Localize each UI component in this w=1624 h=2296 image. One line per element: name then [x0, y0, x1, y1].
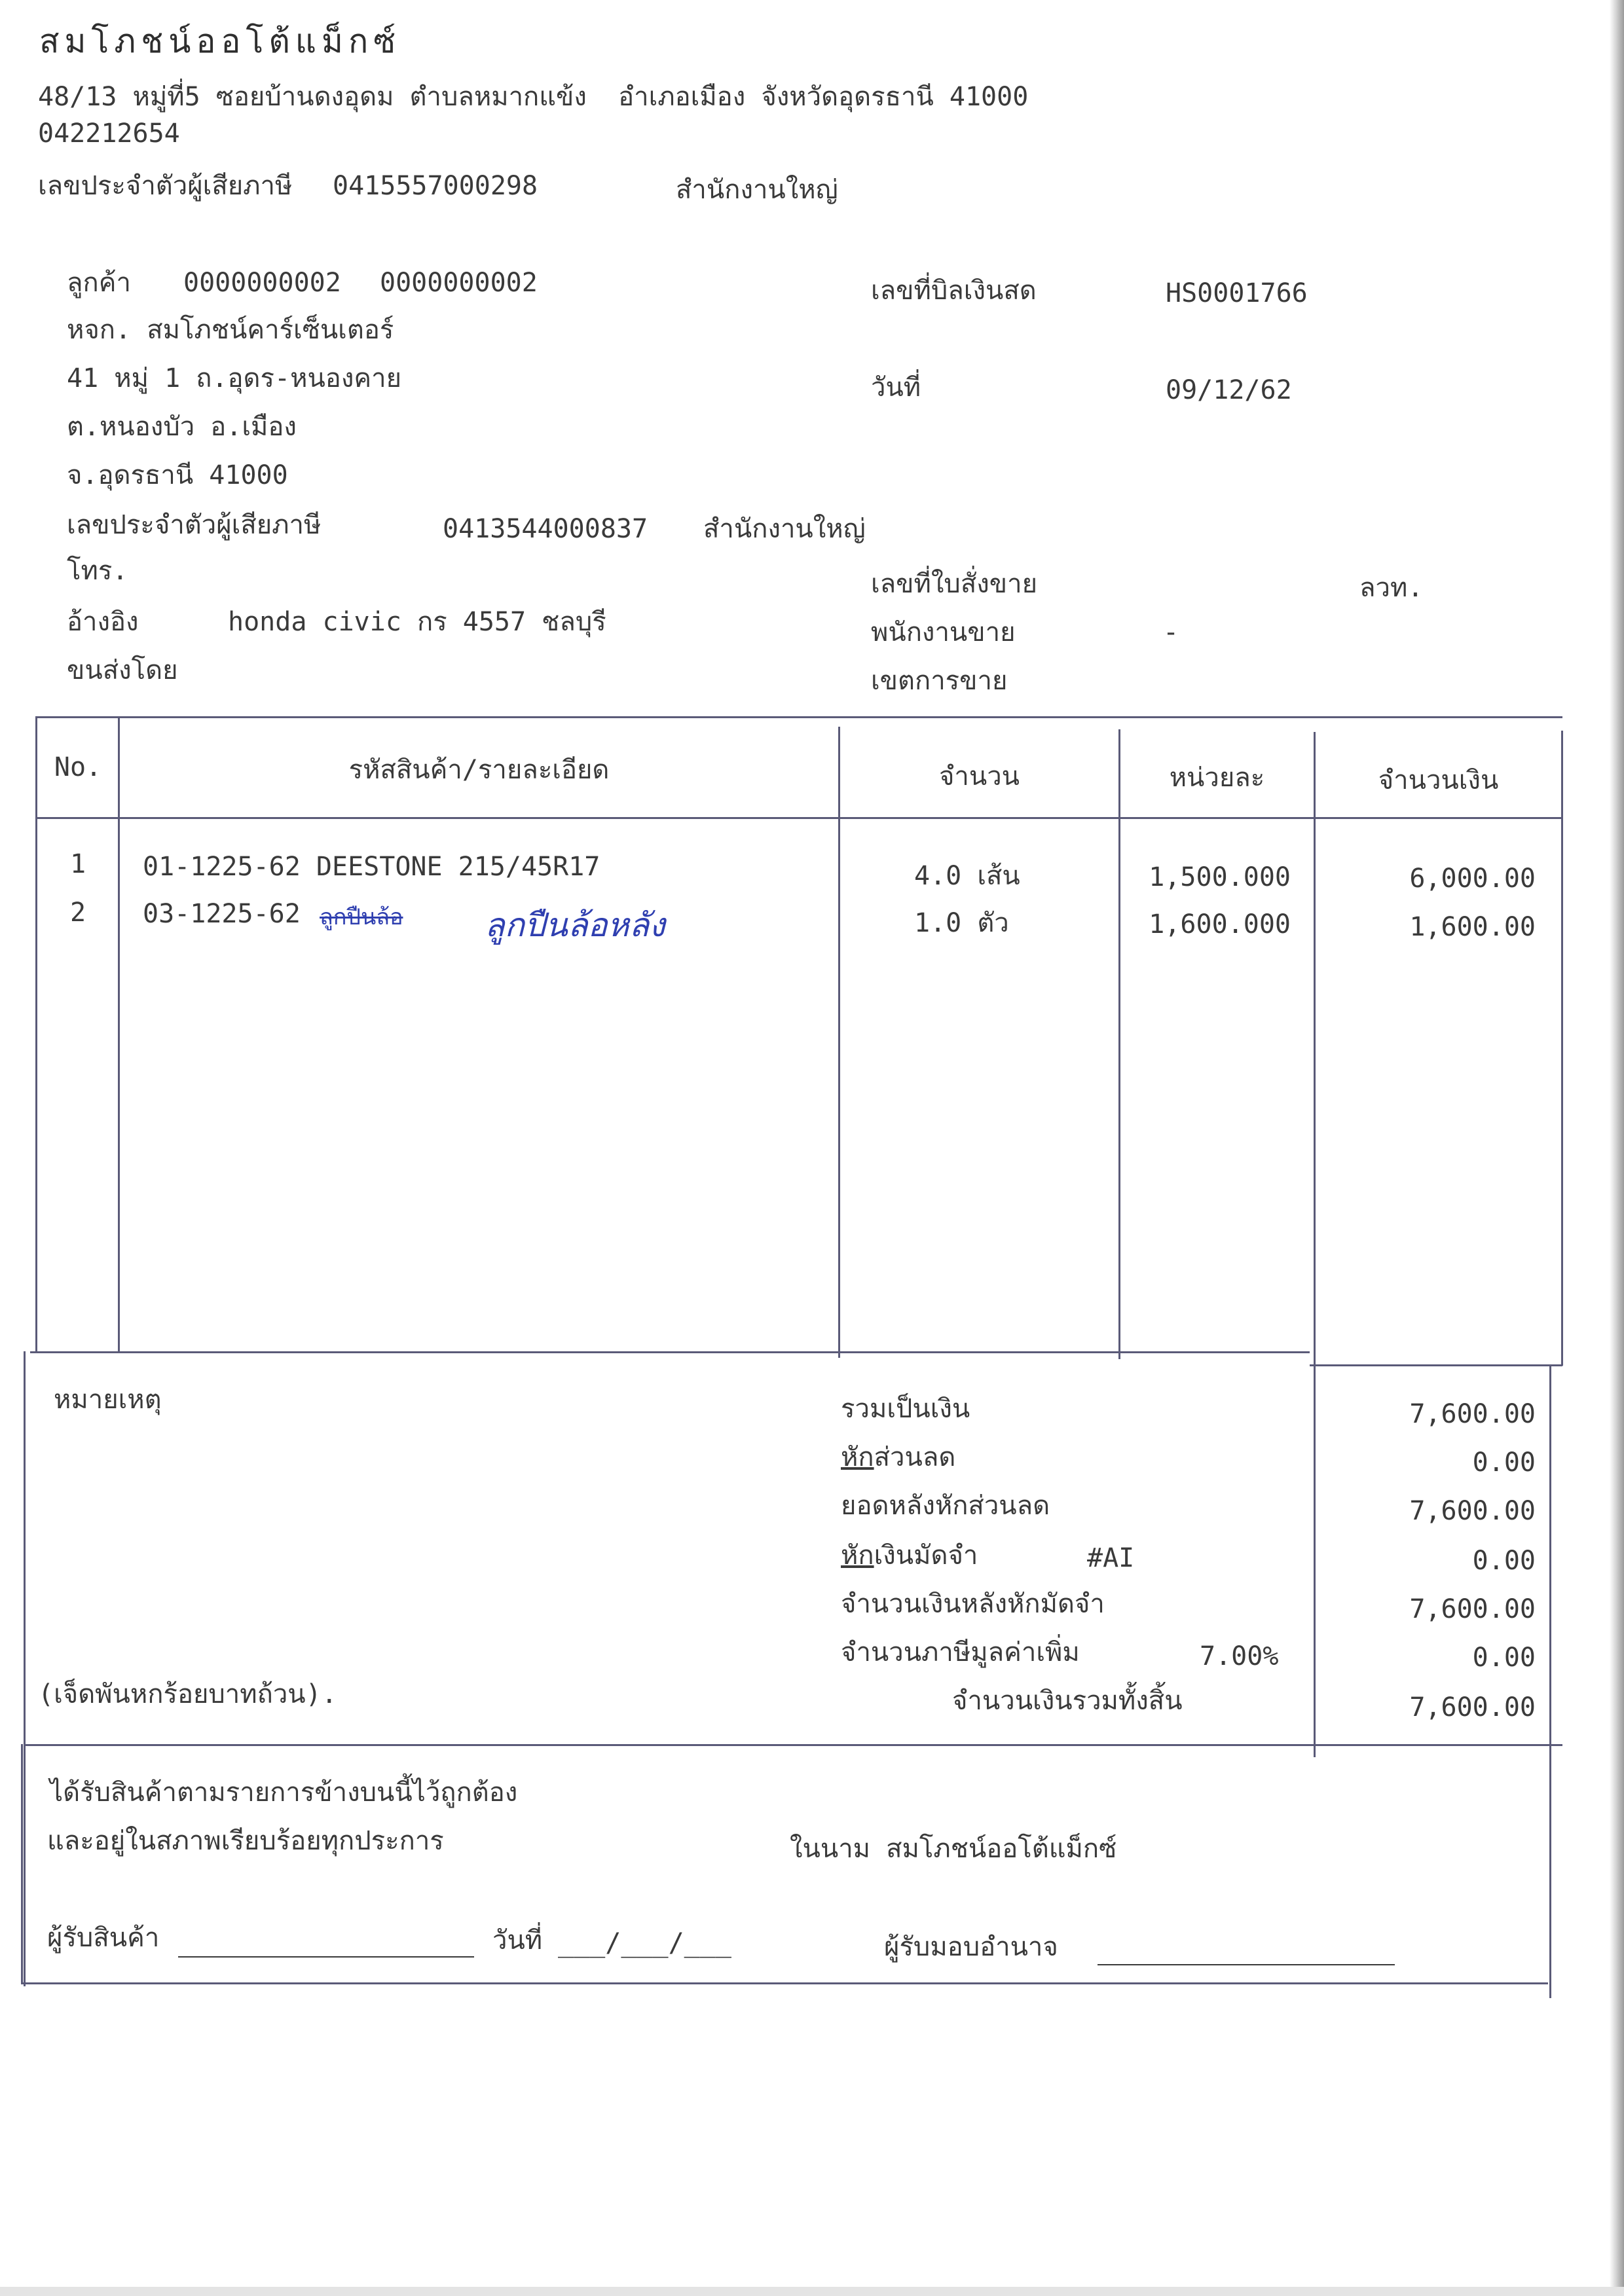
- remarks-label: หมายเหตุ: [54, 1385, 162, 1415]
- receiver-label: ผู้รับสินค้า: [47, 1923, 160, 1953]
- salesperson-label: พนักงานขาย: [871, 617, 1016, 647]
- header-amount: จำนวนเงิน: [1378, 765, 1499, 795]
- page-edge-shadow: [1610, 0, 1624, 2296]
- sales-area-label: เขตการขาย: [871, 666, 1008, 696]
- deposit-rest: เงินมัดจำ: [874, 1540, 978, 1571]
- company-branch: สำนักงานใหญ่: [676, 175, 838, 205]
- vat-label: จำนวนภาษีมูลค่าเพิ่ม: [841, 1637, 1080, 1667]
- column-divider-3: [1118, 729, 1120, 1359]
- discount-rest: ส่วนลด: [874, 1442, 956, 1472]
- customer-reference: honda civic กร 4557 ชลบุรี: [228, 607, 606, 637]
- bill-date-label: วันที่: [871, 373, 921, 403]
- receive-date-blank: ___/___/___: [558, 1928, 731, 1958]
- received-statement-2: และอยู่ในสภาพเรียบร้อยทุกประการ: [47, 1826, 444, 1856]
- customer-code-2: 0000000002: [380, 268, 538, 298]
- amount-in-words: (เจ็ดพันหกร้อยบาทถ้วน).: [38, 1679, 337, 1709]
- customer-reference-label: อ้างอิง: [67, 607, 139, 637]
- summary-right-border: [1549, 1366, 1551, 1998]
- table-bottom-border-left: [30, 1351, 1310, 1353]
- vat-rate: 7.00%: [1200, 1641, 1279, 1671]
- table-header-divider: [35, 817, 1562, 819]
- row-unit-price: 1,600.000: [1149, 909, 1291, 939]
- customer-tax-id: 0413544000837: [443, 514, 648, 544]
- authorized-signature-line: [1098, 1964, 1395, 1965]
- company-tax-id-label: เลขประจำตัวผู้เสียภาษี: [38, 171, 293, 201]
- bill-number-label: เลขที่บิลเงินสด: [871, 276, 1037, 306]
- customer-address-1: 41 หมู่ 1 ถ.อุดร-หนองคาย: [67, 363, 402, 393]
- salesperson-value: -: [1163, 617, 1179, 647]
- customer-address-3: จ.อุดรธานี 41000: [67, 460, 288, 490]
- customer-code-1: 0000000002: [183, 268, 341, 298]
- page-bottom-edge: [0, 2287, 1624, 2296]
- discount-value: 0.00: [1472, 1448, 1536, 1478]
- row-unit-price: 1,500.000: [1149, 862, 1291, 892]
- deposit-value: 0.00: [1472, 1546, 1536, 1576]
- header-description: รหัสสินค้า/รายละเอียด: [348, 755, 610, 785]
- row-amount: 6,000.00: [1409, 864, 1536, 894]
- customer-label: ลูกค้า: [67, 268, 131, 298]
- signature-left-border: [21, 1744, 23, 1984]
- bill-number: HS0001766: [1166, 278, 1308, 308]
- summary-bottom-border: [24, 1744, 1562, 1746]
- customer-shipping-label: ขนส่งโดย: [67, 655, 178, 685]
- table-left-border: [35, 716, 37, 1351]
- deposit-code: #AI: [1087, 1543, 1135, 1573]
- header-no: No.: [54, 752, 102, 782]
- company-tax-id: 0415557000298: [333, 171, 538, 201]
- row-description: 03-1225-62: [143, 899, 301, 929]
- grand-total-label: จำนวนเงินรวมทั้งสิ้น: [952, 1686, 1183, 1716]
- row-number: 2: [69, 898, 86, 928]
- customer-branch: สำนักงานใหญ่: [703, 514, 866, 544]
- receive-date-label: วันที่: [492, 1925, 543, 1956]
- struck-out-text: ลูกปืนล้อ: [320, 904, 403, 930]
- column-divider-2: [838, 727, 840, 1358]
- row-quantity: 1.0 ตัว: [914, 908, 1009, 938]
- customer-address-2: ต.หนองบัว อ.เมือง: [67, 412, 297, 442]
- handwritten-correction: ลูกปืนล้อหลัง: [485, 906, 665, 944]
- header-quantity: จำนวน: [938, 761, 1020, 792]
- authorized-label: ผู้รับมอบอำนาจ: [884, 1932, 1058, 1962]
- after-discount-label: ยอดหลังหักส่วนลด: [841, 1491, 1050, 1521]
- row-amount: 1,600.00: [1409, 912, 1536, 942]
- column-divider-1: [118, 716, 120, 1351]
- after-deposit-label: จำนวนเงินหลังหักมัดจำ: [841, 1589, 1105, 1619]
- subtotal-value: 7,600.00: [1409, 1399, 1536, 1429]
- subtotal-label: รวมเป็นเงิน: [841, 1394, 970, 1424]
- on-behalf-text: ในนาม สมโภชน์ออโต้แม็กซ์: [790, 1834, 1117, 1864]
- company-phone: 042212654: [38, 118, 180, 149]
- signature-bottom-border: [21, 1982, 1548, 1984]
- customer-name: หจก. สมโภชน์คาร์เซ็นเตอร์: [67, 315, 394, 345]
- receiver-signature-line: [178, 1956, 474, 1958]
- row-description: 01-1225-62 DEESTONE 215/45R17: [143, 852, 600, 882]
- table-right-border: [1561, 731, 1563, 1366]
- grand-total-value: 7,600.00: [1409, 1692, 1536, 1722]
- bill-date: 09/12/62: [1166, 375, 1292, 405]
- row-quantity: 4.0 เส้น: [914, 861, 1020, 891]
- received-statement-1: ได้รับสินค้าตามรายการข้างบนนี้ไว้ถูกต้อง: [50, 1777, 518, 1808]
- customer-phone-label: โทร.: [67, 556, 128, 586]
- after-discount-value: 7,600.00: [1409, 1496, 1536, 1526]
- company-name: สมโภชน์ออโต้แม็กซ์: [39, 22, 401, 60]
- customer-tax-id-label: เลขประจำตัวผู้เสียภาษี: [67, 510, 322, 540]
- after-deposit-value: 7,600.00: [1409, 1594, 1536, 1624]
- order-number-label: เลขที่ใบสั่งขาย: [871, 569, 1038, 599]
- table-bottom-border-right: [1310, 1364, 1562, 1366]
- order-number-value: ลวท.: [1359, 573, 1424, 603]
- vat-value: 0.00: [1472, 1643, 1536, 1673]
- discount-prefix: หัก: [841, 1442, 874, 1472]
- row-number: 1: [69, 849, 86, 879]
- summary-left-border: [24, 1351, 26, 1986]
- deposit-prefix: หัก: [841, 1540, 874, 1571]
- header-unit-price: หน่วยละ: [1169, 763, 1265, 793]
- discount-label: [841, 1444, 955, 1470]
- table-top-border: [35, 716, 1562, 718]
- deposit-label: [841, 1542, 978, 1569]
- company-address: 48/13 หมู่ที่5 ซอยบ้านดงอุดม ตำบลหมากแข้ง อำเภอเมือง จังหวัดอุดรธานี 41000: [38, 82, 1029, 112]
